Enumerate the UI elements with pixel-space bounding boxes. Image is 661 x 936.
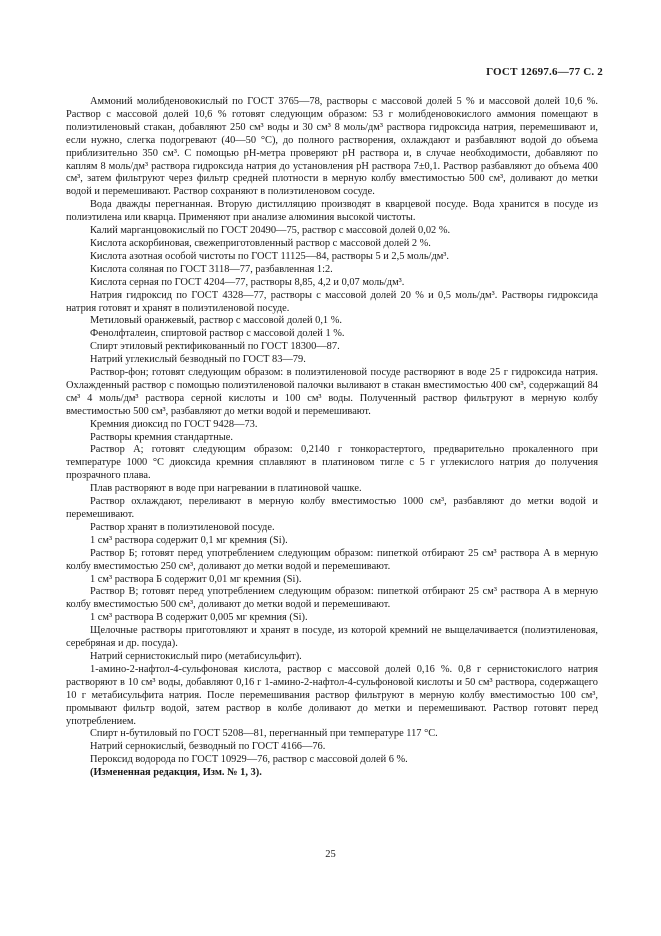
paragraph-hydrochloric-acid: Кислота соляная по ГОСТ 3118—77, разбавленная 1:2. bbox=[90, 263, 333, 275]
amendment-note: (Измененная редакция, Изм. № 1, 3). bbox=[90, 767, 262, 779]
body-text bbox=[66, 96, 598, 780]
paragraph-sodium-carbonate: Натрий углекислый безводный по ГОСТ 83—79. bbox=[90, 354, 306, 366]
paragraph-ascorbic-acid: Кислота аскорбиновая, свежеприготовленный раствор с массовой долей 2 %. bbox=[90, 237, 431, 249]
paragraph-sodium-metabisulfite: Натрий сернистокислый пиро (метабисульфит). bbox=[90, 650, 302, 662]
paragraph-alkaline-solutions: Щелочные растворы приготовляют и хранят в посуде, из которой кремний не выщелачивается (полиэтиленовая, серебряная и др. посуда). bbox=[66, 625, 598, 650]
paragraph-potassium-permanganate: Калий марганцовокислый по ГОСТ 20490—75, раствор с массовой долей 0,02 %. bbox=[90, 225, 451, 237]
paragraph-sodium-hydroxide: Натрия гидроксид по ГОСТ 4328—77, растворы с массовой долей 20 % и 0,5 моль/дм³. Растворы гидроксида натрия готовят и хранят в полиэтиленовой посуде. bbox=[66, 289, 598, 314]
paragraph-nitric-acid: Кислота азотная особой чистоты по ГОСТ 11125—84, растворы 5 и 2,5 моль/дм³. bbox=[90, 250, 450, 262]
paragraph-double-distilled-water: Вода дважды перегнанная. Вторую дистилляцию производят в кварцевой посуде. Вода хранится в посуде из полиэтилена или кварца. Применяют при анализе алюминия высокой чистоты. bbox=[66, 199, 598, 224]
paragraph-solution-v: Раствор В; готовят перед употреблением следующим образом: пипеткой отбирают 25 см³ раствора А в мерную колбу вместимостью 500 см³, доливают до метки водой и перемешивают. bbox=[66, 586, 598, 611]
paragraph-standard-silicon-solutions: Растворы кремния стандартные. bbox=[90, 431, 233, 443]
page-number: 25 bbox=[325, 849, 336, 860]
paragraph-phenolphthalein: Фенолфталеин, спиртовой раствор с массовой долей 1 %. bbox=[90, 328, 345, 340]
paragraph-silicon-dioxide: Кремния диоксид по ГОСТ 9428—73. bbox=[90, 418, 258, 430]
paragraph-solution-v-content: 1 см³ раствора В содержит 0,005 мг кремния (Si). bbox=[90, 612, 308, 624]
paragraph-methyl-orange: Метиловый оранжевый, раствор с массовой долей 0,1 %. bbox=[90, 315, 342, 327]
paragraph-melt-dissolving: Плав растворяют в воде при нагревании в платиновой чашке. bbox=[90, 483, 362, 495]
paragraph-solution-b-content: 1 см³ раствора Б содержит 0,01 мг кремния (Si). bbox=[90, 573, 302, 585]
paragraph-background-solution: Раствор-фон; готовят следующим образом: в полиэтиленовой посуде растворяют в воде 25 г гидроксида натрия. Охлажденный раствор с помощью полиэтиленовой палочки выливают в стакан вместимостью 400 см³, содержащий 84 см³ 4 моль/дм³ раствора серной кислоты и 100 см³ воды. Полученный раствор фильтруют в мерную колбу вместимостью 500 см³, разбавляют до метки водой и перемешивают. bbox=[66, 367, 598, 417]
paragraph-ammonium-molybdate: Аммоний молибденовокислый по ГОСТ 3765—78, растворы с массовой долей 5 % и массовой долей 10,6 %. Раствор с массовой долей 10,6 % готовят следующим образом: 53 г молибденовокислого аммония помещают в полиэтиленовый стакан, добавляют 250 см³ воды и 30 см³ 8 моль/дм³ раствора гидроксида натрия, перемешивают и, если нужно, слегка подогревают (40—50 °С), до полного растворения, охлаждают и разбавляют водой до объема приблизительно 350 см³. С помощью рН-метра проверяют рН раствора и, в случае необходимости, добавляют по каплям 8 моль/дм³ раствора гидроксида натрия до установления рН раствора 7±0,1. Раствор разбавляют до объема 400 см³, затем фильтруют через фильтр средней плотности в мерную колбу вместимостью 500 см³, доливают до метки водой и перемешивают. Раствор сохраняют в полиэтиленовом сосуде. bbox=[66, 96, 598, 198]
paragraph-butyl-alcohol: Спирт н-бутиловый по ГОСТ 5208—81, перегнанный при температуре 117 °С. bbox=[90, 728, 438, 740]
paragraph-hydrogen-peroxide: Пероксид водорода по ГОСТ 10929—76, раствор с массовой долей 6 %. bbox=[90, 754, 408, 766]
paragraph-ethyl-alcohol: Спирт этиловый ректификованный по ГОСТ 18300—87. bbox=[90, 341, 340, 353]
paragraph-solution-b: Раствор Б; готовят перед употреблением следующим образом: пипеткой отбирают 25 см³ раствора А в мерную колбу вместимостью 250 см³, доливают до метки водой и перемешивают. bbox=[66, 547, 598, 572]
paragraph-solution-storage: Раствор хранят в полиэтиленовой посуде. bbox=[90, 521, 275, 533]
paragraph-solution-cooling: Раствор охлаждают, переливают в мерную колбу вместимостью 1000 см³, разбавляют до метки водой и перемешивают. bbox=[66, 496, 598, 520]
paragraph-sodium-sulfate: Натрий сернокислый, безводный по ГОСТ 4166—76. bbox=[90, 741, 326, 753]
paragraph-sulfuric-acid: Кислота серная по ГОСТ 4204—77, растворы 8,85, 4,2 и 0,07 моль/дм³. bbox=[90, 276, 405, 288]
paragraph-aminonaphthol-sulfonic-acid: 1-амино-2-нафтол-4-сульфоновая кислота, раствор с массовой долей 0,16 %. 0,8 г сернистокислого натрия растворяют в 10 см³ воды, добавляют 0,16 г 1-амино-2-нафтол-4-сульфоновой кислоты и 50 см³ раствора, содержащего 10 г метабисульфита натрия. После перемешивания раствор фильтруют в мерную колбу вместимостью 100 см³, промывают фильтр водой, затем раствор в колбе доливают до метки и перемешивают. Раствор готовят перед употреблением. bbox=[66, 663, 598, 727]
running-header: ГОСТ 12697.6—77 С. 2 bbox=[486, 66, 603, 78]
paragraph-solution-a-content: 1 см³ раствора содержит 0,1 мг кремния (Si). bbox=[90, 534, 288, 546]
paragraph-solution-a: Раствор А; готовят следующим образом: 0,2140 г тонкорастертого, предварительно прокаленного при температуре 1000 °С диоксида кремния сплавляют в платиновом тигле с 5 г углекислого натрия до получения прозрачного плава. bbox=[66, 444, 598, 482]
